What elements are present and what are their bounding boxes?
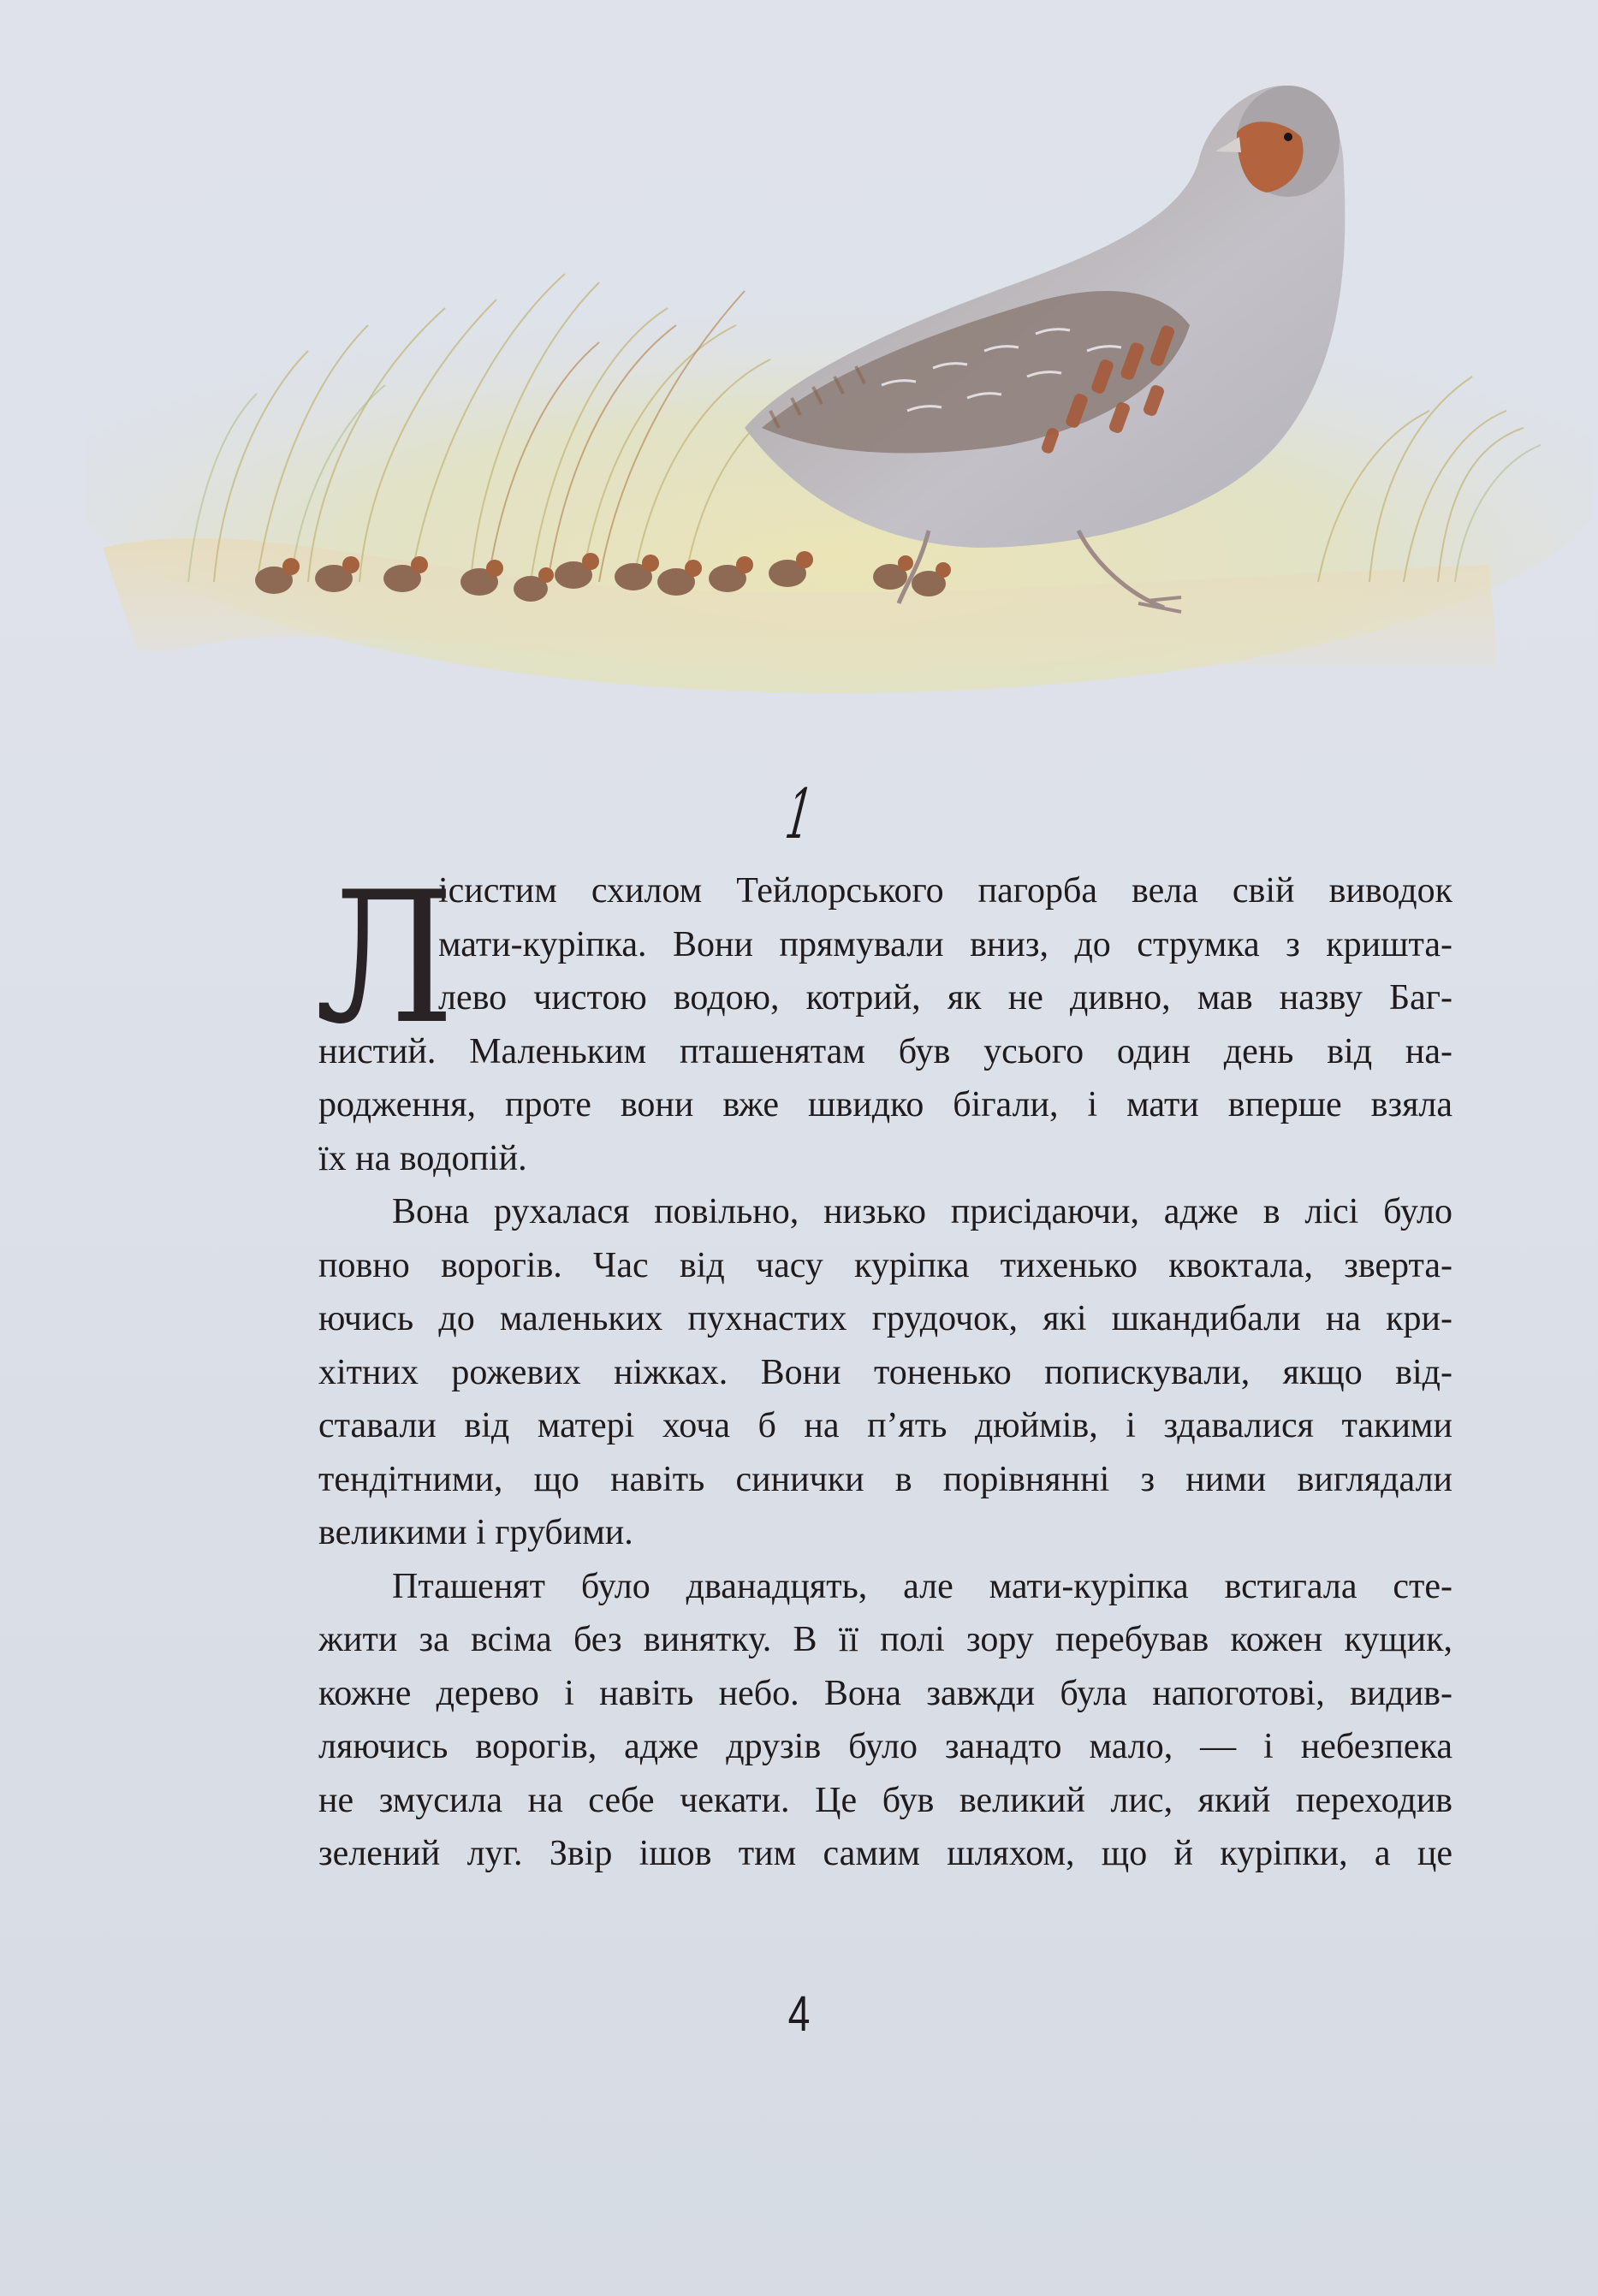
text-line: жити за всіма без винятку. В її полі зору перебував кожен кущик, xyxy=(318,1620,1452,1659)
text-line: Пташенят було дванадцять, але мати-куріпка встигала сте- xyxy=(392,1566,1452,1606)
text-line: ючись до маленьких пухнастих грудочок, які шкандибали на кри- xyxy=(318,1299,1452,1338)
text-line: кожне дерево і навіть небо. Вона завжди була напоготові, видив- xyxy=(318,1673,1452,1713)
text-line: родження, проте вони вже швидко бігали, і мати вперше взяла xyxy=(318,1085,1452,1124)
text-line: мати-куріпка. Вони прямували вниз, до струмка з кришта- xyxy=(438,924,1452,964)
text-line: великими і грубими. xyxy=(318,1513,633,1552)
text-line: ляючись ворогів, адже друзів було занадто мало, — і небезпека xyxy=(318,1727,1452,1766)
text-line: хітних рожевих ніжках. Вони тоненько попискували, якщо від- xyxy=(318,1352,1452,1392)
partridge-with-chicks-image xyxy=(86,68,1592,693)
text-line: не змусила на себе чекати. Це був великий лис, який переходив xyxy=(318,1780,1452,1820)
paragraph-3 xyxy=(318,1560,1452,1881)
text-line: їх на водопій. xyxy=(318,1138,527,1178)
paragraph-2 xyxy=(318,1185,1452,1560)
text-line: ісистим схилом Тейлорського пагорба вела свій виводок xyxy=(438,871,1452,911)
chapter-number: 1 xyxy=(781,774,817,854)
text-line: повно ворогів. Час від часу куріпка тихенько квоктала, зверта- xyxy=(318,1245,1452,1285)
text-line: нистий. Маленьким пташенятам був усього один день від на- xyxy=(318,1031,1452,1071)
paragraph-1 xyxy=(318,864,1452,1185)
text-line: лево чистою водою, котрий, як не дивно, мав назву Баг- xyxy=(438,978,1452,1017)
drop-cap: Л xyxy=(315,852,454,1064)
partridge-illustration xyxy=(86,68,1592,693)
page-number: 4 xyxy=(787,1986,811,2042)
chapter-text xyxy=(315,852,1452,1881)
text-line: тендітними, що навіть синички в порівнянні з ними виглядали xyxy=(318,1459,1452,1499)
text-line: ставали від матері хоча б на п’ять дюймів, і здавалися такими xyxy=(318,1406,1452,1445)
text-line: зелений луг. Звір ішов тим самим шляхом, що й куріпки, а це xyxy=(318,1834,1452,1873)
text-line: Вона рухалася повільно, низько присідаючи, адже в лісі було xyxy=(392,1192,1452,1231)
